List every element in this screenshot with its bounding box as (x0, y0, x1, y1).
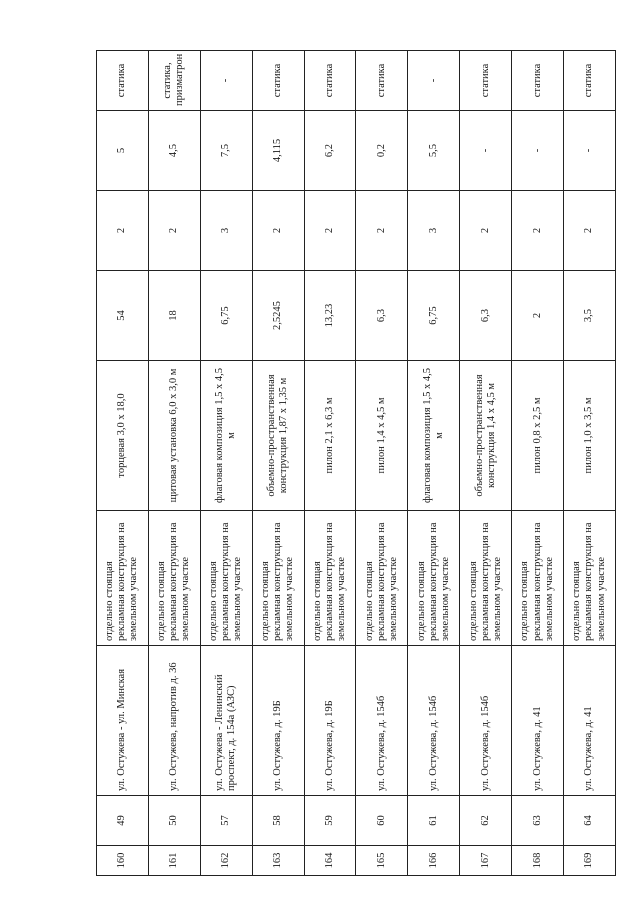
cell-display-type: статика (304, 51, 356, 111)
cell-height: - (460, 111, 512, 191)
table-row (252, 51, 304, 876)
table-row (97, 51, 149, 876)
cell-structure-type: отдельно стоящая рекламная конструкция на земельном участке (252, 511, 304, 646)
cell-sides: 2 (356, 191, 408, 271)
cell-row-number: 165 (356, 846, 408, 876)
cell-structure-format: флаговая композиция 1,5 х 4,5 м (408, 361, 460, 511)
cell-structure-format: пилон 1,4 х 4,5 м (356, 361, 408, 511)
cell-display-type: - (200, 51, 252, 111)
cell-height: - (512, 111, 564, 191)
cell-area: 18 (148, 271, 200, 361)
cell-structure-format: пилон 1,0 х 3,5 м (564, 361, 616, 511)
cell-item-number: 58 (252, 796, 304, 846)
cell-item-number: 63 (512, 796, 564, 846)
cell-display-type: статика (356, 51, 408, 111)
cell-structure-type: отдельно стоящая рекламная конструкция на земельном участке (148, 511, 200, 646)
cell-area: 6,3 (460, 271, 512, 361)
cell-structure-format: пилон 0,8 х 2,5 м (512, 361, 564, 511)
cell-structure-type: отдельно стоящая рекламная конструкция на земельном участке (356, 511, 408, 646)
cell-address: ул. Остужева - Ленинский проспект, д. 154а (АЗС) (200, 646, 252, 796)
rotated-table-wrapper (96, 51, 616, 876)
cell-area: 2 (512, 271, 564, 361)
cell-item-number: 50 (148, 796, 200, 846)
table-row (460, 51, 512, 876)
table-row (356, 51, 408, 876)
cell-area: 2,5245 (252, 271, 304, 361)
cell-address: ул. Остужева, д. 154б (460, 646, 512, 796)
cell-structure-type: отдельно стоящая рекламная конструкция на земельном участке (200, 511, 252, 646)
cell-height: 5,5 (408, 111, 460, 191)
cell-height: 7,5 (200, 111, 252, 191)
cell-height: - (564, 111, 616, 191)
cell-display-type: статика (564, 51, 616, 111)
cell-display-type: статика, призматрон (148, 51, 200, 111)
cell-structure-format: флаговая композиция 1,5 х 4,5 м (200, 361, 252, 511)
cell-structure-type: отдельно стоящая рекламная конструкция на земельном участке (304, 511, 356, 646)
cell-structure-format: объемно-пространственная конструкция 1,4 х 4,5 м (460, 361, 512, 511)
cell-display-type: статика (512, 51, 564, 111)
cell-structure-format: объемно-пространственная конструкция 1,87 х 1,35 м (252, 361, 304, 511)
cell-structure-format: пилон 2,1 х 6,3 м (304, 361, 356, 511)
cell-sides: 3 (200, 191, 252, 271)
cell-structure-type: отдельно стоящая рекламная конструкция на земельном участке (512, 511, 564, 646)
table-body (97, 51, 616, 876)
cell-item-number: 57 (200, 796, 252, 846)
cell-sides: 2 (148, 191, 200, 271)
cell-row-number: 161 (148, 846, 200, 876)
cell-height: 0,2 (356, 111, 408, 191)
cell-row-number: 167 (460, 846, 512, 876)
cell-address: ул. Остужева, д. 41 (564, 646, 616, 796)
cell-area: 3,5 (564, 271, 616, 361)
cell-item-number: 64 (564, 796, 616, 846)
cell-height: 4,115 (252, 111, 304, 191)
cell-display-type: - (408, 51, 460, 111)
cell-area: 54 (97, 271, 149, 361)
cell-display-type: статика (252, 51, 304, 111)
cell-sides: 2 (564, 191, 616, 271)
cell-sides: 2 (460, 191, 512, 271)
cell-address: ул. Остужева, д. 154б (408, 646, 460, 796)
advertising-structures-table (96, 50, 616, 876)
cell-structure-format: торцевая 3,0 х 18,0 (97, 361, 149, 511)
cell-display-type: статика (97, 51, 149, 111)
cell-structure-format: щитовая установка 6,0 х 3,0 м (148, 361, 200, 511)
cell-item-number: 49 (97, 796, 149, 846)
cell-row-number: 168 (512, 846, 564, 876)
table-row (304, 51, 356, 876)
cell-area: 6,75 (408, 271, 460, 361)
cell-structure-type: отдельно стоящая рекламная конструкция на земельном участке (408, 511, 460, 646)
cell-address: ул. Остужева, д. 19Б (304, 646, 356, 796)
cell-address: ул. Остужева, д. 154б (356, 646, 408, 796)
cell-structure-type: отдельно стоящая рекламная конструкция на земельном участке (460, 511, 512, 646)
cell-row-number: 160 (97, 846, 149, 876)
cell-display-type: статика (460, 51, 512, 111)
cell-height: 4,5 (148, 111, 200, 191)
cell-row-number: 166 (408, 846, 460, 876)
cell-row-number: 164 (304, 846, 356, 876)
cell-item-number: 62 (460, 796, 512, 846)
cell-sides: 2 (512, 191, 564, 271)
cell-row-number: 169 (564, 846, 616, 876)
cell-item-number: 61 (408, 796, 460, 846)
cell-area: 13,23 (304, 271, 356, 361)
table-row (200, 51, 252, 876)
cell-row-number: 162 (200, 846, 252, 876)
cell-structure-type: отдельно стоящая рекламная конструкция на земельном участке (564, 511, 616, 646)
cell-area: 6,75 (200, 271, 252, 361)
table-row (512, 51, 564, 876)
cell-address: ул. Остужева, д. 41 (512, 646, 564, 796)
table-row (564, 51, 616, 876)
cell-address: ул. Остужева - ул. Минская (97, 646, 149, 796)
cell-sides: 3 (408, 191, 460, 271)
cell-height: 5 (97, 111, 149, 191)
cell-height: 6,2 (304, 111, 356, 191)
cell-sides: 2 (304, 191, 356, 271)
cell-item-number: 60 (356, 796, 408, 846)
cell-address: ул. Остужева, д. 19Б (252, 646, 304, 796)
cell-sides: 2 (97, 191, 149, 271)
table-row (408, 51, 460, 876)
table-row (148, 51, 200, 876)
cell-sides: 2 (252, 191, 304, 271)
cell-structure-type: отдельно стоящая рекламная конструкция на земельном участке (97, 511, 149, 646)
cell-row-number: 163 (252, 846, 304, 876)
cell-item-number: 59 (304, 796, 356, 846)
cell-area: 6,3 (356, 271, 408, 361)
cell-address: ул. Остужева, напротив д. 36 (148, 646, 200, 796)
